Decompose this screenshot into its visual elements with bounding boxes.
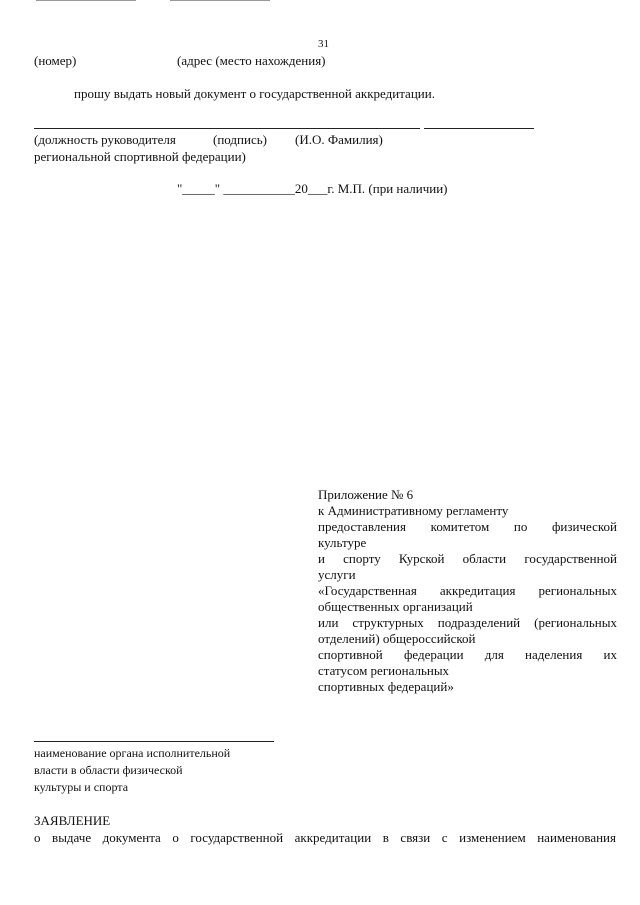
position-label: (должность руководителя: [34, 132, 176, 147]
appendix-line: Приложение № 6: [318, 487, 414, 502]
request-text: прошу выдать новый документ о государственной аккредитации.: [74, 86, 435, 101]
appendix-line: услуги: [318, 567, 356, 582]
authority-line2: власти в области физической: [34, 763, 183, 777]
authority-line1: наименование органа исполнительной: [34, 746, 231, 760]
number-label: (номер): [34, 53, 77, 68]
date-line: "_____" ___________20___г. М.П. (при наличии): [177, 181, 448, 196]
appendix-line: и спорту Курской области государственной: [318, 551, 617, 566]
appendix-line: общественных организаций: [318, 599, 473, 614]
appendix-line: статусом региональных: [318, 663, 450, 678]
appendix-line: к Административному регламенту: [318, 503, 509, 518]
appendix-line: отделений) общероссийской: [318, 631, 476, 646]
appendix-line: «Государственная аккредитация региональных: [318, 583, 617, 598]
authority-line3: культуры и спорта: [34, 780, 129, 794]
authority-line: [34, 741, 274, 742]
name-line: [424, 128, 534, 129]
position-label-line2: региональной спортивной федерации): [34, 149, 246, 164]
statement-title: ЗАЯВЛЕНИЕ: [34, 813, 111, 828]
appendix-line: спортивных федераций»: [318, 679, 454, 694]
signature-label: (подпись): [213, 132, 267, 147]
appendix-line: культуре: [318, 535, 367, 550]
appendix-line: или структурных подразделений (региональных: [318, 615, 617, 630]
name-label: (И.О. Фамилия): [295, 132, 383, 147]
scan-artifact: [170, 0, 270, 1]
page-number: 31: [318, 38, 329, 50]
appendix-line: предоставления комитетом по физической: [318, 519, 617, 534]
signature-line: [34, 128, 420, 129]
appendix-line: спортивной федерации для наделения их: [318, 647, 617, 662]
appendix-block: [318, 487, 617, 695]
statement-text: о выдаче документа о государственной аккредитации в связи с изменением наименования: [34, 830, 616, 845]
address-label: (адрес (место нахождения): [177, 53, 326, 68]
scan-artifact: [36, 0, 136, 1]
